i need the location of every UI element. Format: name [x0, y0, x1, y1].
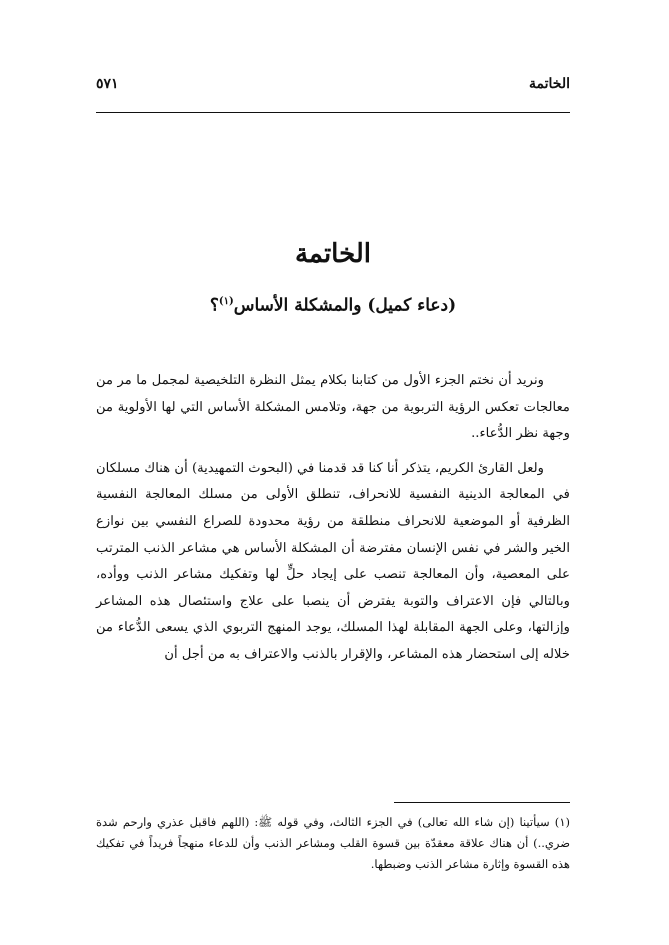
running-header-title: الخاتمة	[529, 76, 570, 92]
chapter-subtitle	[96, 287, 570, 321]
footnote-rule	[394, 802, 570, 803]
chapter-title: الخاتمة	[294, 239, 372, 269]
chapter-subtitle-end: ؟	[209, 295, 219, 316]
paragraph: ولعل القارئ الكريم، يتذكر أنا كنا قد قدمنا في (البحوث التمهيدية) أن هناك مسلكان في المعالجة الدينية النفسية للانحراف، تنطلق الأولى من مسلك المعالجة النفسية الظرفية أو الموضعية للانحراف منطلقة من رؤية محدودة للصراع النفسي بين نوازع الخير والشر في نفس الإنسان مفترضة أن المشكلة الأساس هي مشاعر الذنب المترتب على المعصية، وأن المعالجة تنصب على إيجاد حلٍّ لها وتفكيك مشاعر الذنب ووأده، وبالتالي فإن الاعتراف والتوبة يفترض أن ينصبا على علاج واستئصال هذه المشاعر وإزالتها، وعلى الجهة المقابلة لهذا المسلك، يوجد المنهج التربوي الذي يسعى الدُّعاء من خلاله إلى استحضار هذه المشاعر، والإقرار بالذنب والاعتراف به من أجل أن	[96, 460, 570, 662]
running-header	[96, 72, 570, 102]
page-number: ٥٧١	[96, 76, 119, 92]
footnote: (١) سيأتينا (إن شاء الله تعالى) في الجزء الثالث، وفي قوله ﷺ: (اللهم فاقبل عذري وارحم شدة ضري..) أن هناك علاقة معقدّة بين قسوة القلب ومشاعر الذنب وأن للدعاء منهجاً فريداً في تفكيك هذه القسوة وإثارة مشاعر الذنب وضبطها.	[96, 815, 570, 871]
body-text	[96, 368, 570, 677]
paragraph: ونريد أن نختم الجزء الأول من كتابنا بكلام يمثل النظرة التلخيصية لمجمل ما مر من معالجات تعكس الرؤية التربوية من جهة، وتلامس المشكلة الأساس التي لها الأولوية من وجهة نظر الدُّعاء..	[96, 373, 570, 442]
header-rule	[96, 112, 570, 113]
footnote-ref: (١)	[218, 296, 234, 307]
chapter-subtitle-text: (دعاء كميل) والمشكلة الأساس	[233, 295, 457, 316]
